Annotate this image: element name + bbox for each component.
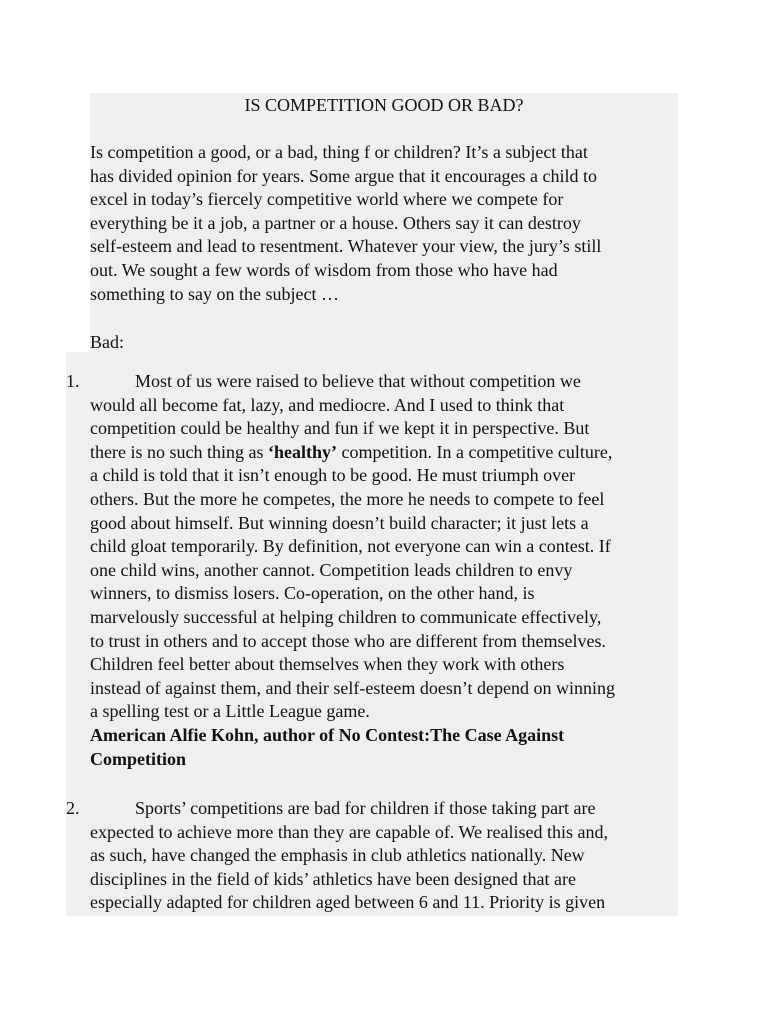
- intro-line: out. We sought a few words of wisdom from those who have had: [90, 259, 558, 280]
- item-line: good about himself. But winning doesn’t build character; it just lets a: [90, 512, 589, 533]
- intro-line: Is competition a good, or a bad, thing f or children? It’s a subject that: [90, 142, 588, 162]
- item-line: would all become fat, lazy, and mediocre. And I used to think that: [90, 394, 565, 415]
- intro-line: self-esteem and lead to resentment. Whatever your view, the jury’s still: [90, 236, 602, 257]
- item-number: 2.: [66, 798, 80, 818]
- item-line: instead of against them, and their self-esteem doesn’t depend on winning: [90, 677, 616, 698]
- item-body: [90, 797, 680, 915]
- attribution-line: Competition: [90, 748, 186, 769]
- item-line: winners, to dismiss losers. Co-operation, on the other hand, is: [90, 583, 535, 604]
- item-line: others. But the more he competes, the more he needs to compete to feel: [90, 488, 605, 509]
- item-line: as such, have changed the emphasis in club athletics nationally. New: [90, 845, 585, 866]
- intro-line: excel in today’s fiercely competitive world where we compete for: [90, 189, 564, 210]
- item-line: a spelling test or a Little League game.: [90, 701, 370, 722]
- intro-line: has divided opinion for years. Some argue that it encourages a child to: [90, 165, 598, 186]
- item-line: Sports’ competitions are bad for children if those taking part are: [135, 798, 596, 818]
- item-line: Children feel better about themselves when they work with others: [90, 654, 565, 675]
- item-text: competition. In a competitive culture,: [336, 441, 613, 462]
- intro-line: something to say on the subject …: [90, 283, 339, 304]
- intro-line: everything be it a job, a partner or a house. Others say it can destroy: [90, 212, 581, 233]
- item-line: marvelously successful at helping children to communicate effectively,: [90, 606, 602, 627]
- emphasis-text: ‘healthy’: [267, 441, 337, 462]
- item-body: [90, 370, 680, 771]
- intro-paragraph: [90, 141, 680, 306]
- attribution-line: American Alfie Kohn, author of No Contest:The Case Against: [90, 724, 565, 745]
- item-line: a child is told that it isn’t enough to be good. He must triumph over: [90, 465, 576, 486]
- item-line: [90, 441, 680, 465]
- item-line: especially adapted for children aged between 6 and 11. Priority is given: [90, 892, 606, 913]
- item-line: one child wins, another cannot. Competition leads children to envy: [90, 559, 573, 580]
- item-text: there is no such thing as: [90, 441, 268, 462]
- item-line: competition could be healthy and fun if we kept it in perspective. But: [90, 418, 590, 439]
- item-line: expected to achieve more than they are capable of. We realised this and,: [90, 821, 608, 842]
- section-heading: Bad:: [90, 332, 124, 352]
- item-line: child gloat temporarily. By definition, not everyone can win a contest. If: [90, 536, 611, 557]
- item-line: disciplines in the field of kids’ athletics have been designed that are: [90, 868, 577, 889]
- item-number: 1.: [66, 371, 80, 391]
- item-line: to trust in others and to accept those who are different from themselves.: [90, 630, 607, 651]
- item-line: Most of us were raised to believe that without competition we: [135, 371, 581, 391]
- document-title: IS COMPETITION GOOD OR BAD?: [244, 95, 524, 115]
